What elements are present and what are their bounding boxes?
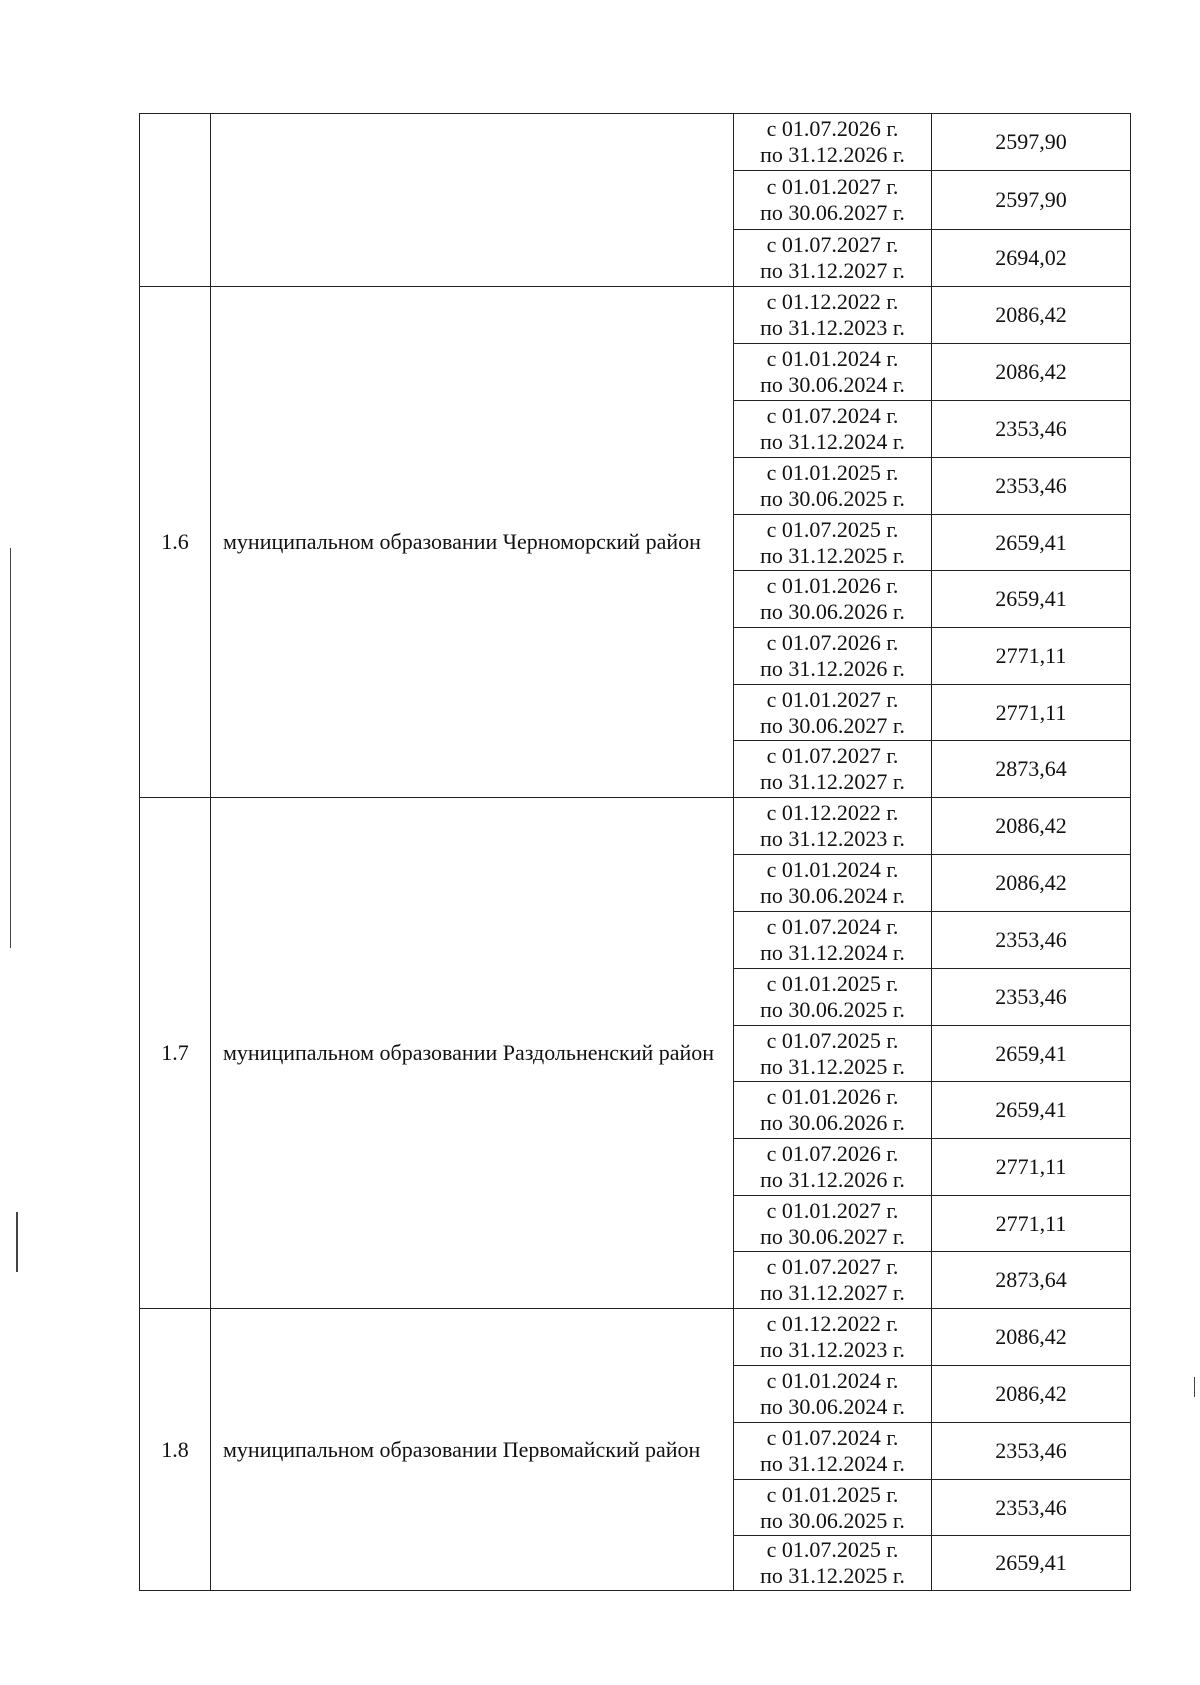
period-start: с 01.01.2026 г. (766, 1084, 899, 1109)
scan-mark-left-2 (16, 1212, 18, 1272)
period-cell (734, 1536, 932, 1591)
tariff-value: 2086,42 (932, 344, 1131, 401)
municipality-name: муниципальном образовании Первомайский район (211, 1309, 734, 1591)
period-cell (734, 458, 932, 515)
period-cell (734, 287, 932, 344)
period-start: с 01.01.2025 г. (766, 971, 899, 996)
tariff-value: 2873,64 (932, 1252, 1131, 1309)
period-end: по 31.12.2025 г. (760, 542, 905, 568)
period-start: с 01.07.2027 г. (766, 232, 899, 257)
scan-mark-left-1 (10, 548, 11, 948)
tariff-table (139, 113, 1131, 1591)
tariff-value: 2771,11 (932, 1196, 1131, 1252)
period-start: с 01.07.2024 г. (766, 1425, 899, 1450)
tariff-value: 2659,41 (932, 1536, 1131, 1591)
period-cell (734, 855, 932, 912)
scan-mark-right-1 (1194, 1377, 1195, 1397)
tariff-value: 2771,11 (932, 685, 1131, 741)
tariff-value: 2659,41 (932, 571, 1131, 628)
period-cell (734, 1139, 932, 1196)
tariff-value: 2086,42 (932, 855, 1131, 912)
period-cell (734, 969, 932, 1026)
period-end: по 31.12.2023 г. (760, 315, 905, 340)
tariff-value: 2086,42 (932, 798, 1131, 855)
period-cell (734, 1082, 932, 1139)
tariff-value: 2353,46 (932, 969, 1131, 1026)
item-number: 1.7 (140, 798, 211, 1309)
period-start: с 01.01.2025 г. (766, 460, 899, 485)
period-start: с 01.07.2026 г. (766, 630, 899, 655)
period-end: по 30.06.2025 г. (760, 1507, 905, 1533)
period-end: по 30.06.2025 г. (760, 486, 905, 511)
item-number: 1.8 (140, 1309, 211, 1591)
tariff-value: 2353,46 (932, 401, 1131, 458)
tariff-value: 2597,90 (932, 171, 1131, 230)
period-start: с 01.07.2025 г. (766, 516, 899, 542)
tariff-value: 2771,11 (932, 1139, 1131, 1196)
tariff-value: 2086,42 (932, 1309, 1131, 1366)
period-end: по 30.06.2026 г. (760, 1110, 905, 1135)
period-end: по 30.06.2024 г. (760, 883, 905, 908)
period-cell (734, 515, 932, 571)
period-end: по 31.12.2027 г. (760, 258, 905, 283)
tariff-value: 2086,42 (932, 287, 1131, 344)
tariff-value: 2353,46 (932, 1480, 1131, 1536)
item-number: 1.6 (140, 287, 211, 798)
period-start: с 01.07.2024 г. (766, 403, 899, 428)
tariff-table-body (140, 114, 1131, 1591)
table-row (140, 114, 1131, 171)
period-end: по 31.12.2024 г. (760, 940, 905, 965)
period-end: по 31.12.2027 г. (760, 1280, 905, 1305)
period-start: с 01.01.2027 г. (766, 174, 899, 199)
tariff-value: 2353,46 (932, 458, 1131, 515)
period-end: по 30.06.2027 г. (760, 712, 905, 738)
period-start: с 01.07.2025 г. (766, 1537, 899, 1562)
item-number (140, 114, 211, 287)
tariff-value: 2597,90 (932, 114, 1131, 171)
period-start: с 01.07.2024 г. (766, 914, 899, 939)
period-end: по 30.06.2026 г. (760, 599, 905, 624)
tariff-value: 2086,42 (932, 1366, 1131, 1423)
period-cell (734, 1366, 932, 1423)
period-cell (734, 571, 932, 628)
period-cell (734, 1026, 932, 1082)
period-cell (734, 798, 932, 855)
period-start: с 01.07.2026 г. (766, 1141, 899, 1166)
period-cell (734, 1196, 932, 1252)
table-row (140, 287, 1131, 344)
period-end: по 31.12.2025 г. (760, 1053, 905, 1079)
period-end: по 31.12.2023 г. (760, 1337, 905, 1362)
tariff-value: 2873,64 (932, 741, 1131, 798)
period-end: по 31.12.2025 г. (760, 1563, 905, 1588)
period-start: с 01.07.2025 г. (766, 1027, 899, 1053)
period-start: с 01.01.2026 г. (766, 573, 899, 598)
period-start: с 01.01.2024 г. (766, 346, 899, 371)
period-end: по 30.06.2024 г. (760, 372, 905, 397)
table-row (140, 1309, 1131, 1366)
municipality-name (211, 114, 734, 287)
tariff-value: 2659,41 (932, 515, 1131, 571)
period-cell (734, 401, 932, 458)
period-start: с 01.12.2022 г. (766, 800, 899, 825)
period-start: с 01.07.2027 г. (766, 743, 899, 768)
period-end: по 30.06.2027 г. (760, 200, 905, 225)
period-end: по 31.12.2026 г. (760, 142, 905, 167)
period-start: с 01.12.2022 г. (766, 289, 899, 314)
period-end: по 31.12.2024 г. (760, 1451, 905, 1476)
municipality-name: муниципальном образовании Раздольненский район (211, 798, 734, 1309)
period-cell (734, 230, 932, 287)
tariff-value: 2659,41 (932, 1082, 1131, 1139)
period-cell (734, 628, 932, 685)
tariff-value: 2659,41 (932, 1026, 1131, 1082)
period-cell (734, 1252, 932, 1309)
period-cell (734, 1423, 932, 1480)
period-cell (734, 685, 932, 741)
period-start: с 01.07.2026 г. (766, 116, 899, 141)
tariff-value: 2694,02 (932, 230, 1131, 287)
period-cell (734, 1480, 932, 1536)
period-end: по 31.12.2027 г. (760, 769, 905, 794)
table-row (140, 798, 1131, 855)
period-start: с 01.01.2025 г. (766, 1481, 899, 1507)
tariff-value: 2771,11 (932, 628, 1131, 685)
period-start: с 01.12.2022 г. (766, 1311, 899, 1336)
period-start: с 01.01.2024 г. (766, 1368, 899, 1393)
period-cell (734, 741, 932, 798)
period-end: по 31.12.2023 г. (760, 826, 905, 851)
municipality-name: муниципальном образовании Черноморский район (211, 287, 734, 798)
period-end: по 30.06.2024 г. (760, 1394, 905, 1419)
period-cell (734, 1309, 932, 1366)
period-start: с 01.01.2024 г. (766, 857, 899, 882)
period-end: по 30.06.2025 г. (760, 997, 905, 1022)
tariff-value: 2353,46 (932, 912, 1131, 969)
period-end: по 31.12.2026 г. (760, 1167, 905, 1192)
period-start: с 01.01.2027 г. (766, 1197, 899, 1223)
period-end: по 30.06.2027 г. (760, 1223, 905, 1249)
period-start: с 01.07.2027 г. (766, 1254, 899, 1279)
period-end: по 31.12.2024 г. (760, 429, 905, 454)
period-cell (734, 171, 932, 230)
period-end: по 31.12.2026 г. (760, 656, 905, 681)
period-start: с 01.01.2027 г. (766, 686, 899, 712)
period-cell (734, 344, 932, 401)
period-cell (734, 114, 932, 171)
tariff-value: 2353,46 (932, 1423, 1131, 1480)
period-cell (734, 912, 932, 969)
